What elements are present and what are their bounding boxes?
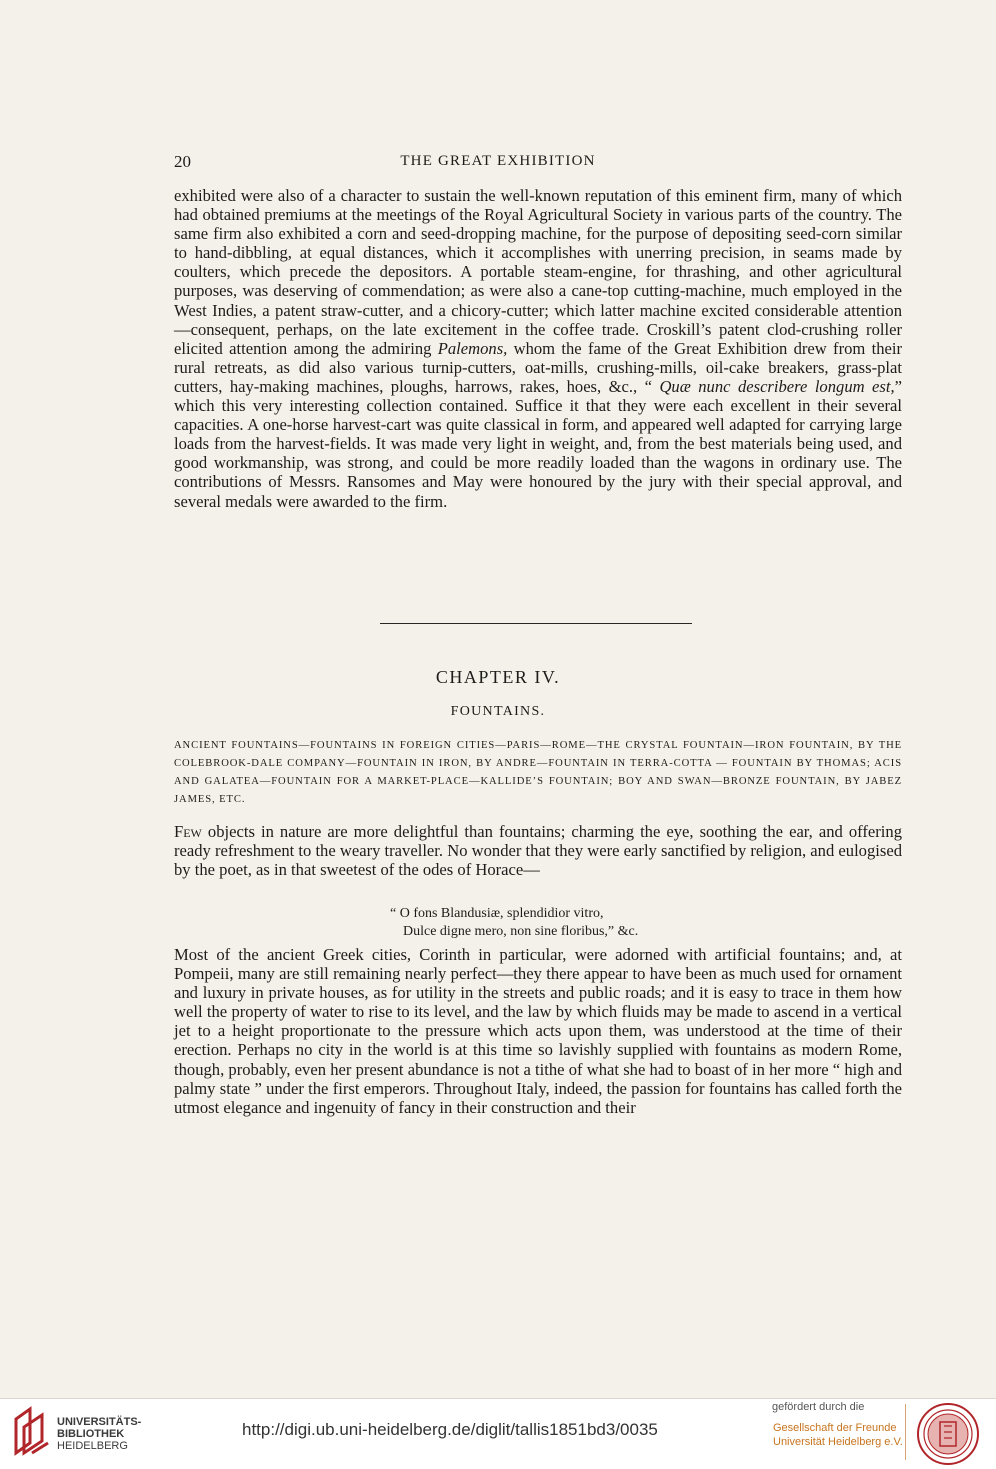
section-divider (380, 623, 692, 624)
university-seal-icon (916, 1402, 980, 1466)
society-name (773, 1421, 903, 1449)
library-name-line: BIBLIOTHEK (57, 1428, 125, 1440)
running-title: THE GREAT EXHIBITION (400, 153, 596, 169)
quote-line: Dulce digne mero, non sine floribus,” &c. (403, 924, 639, 939)
paragraph-agricultural-exhibits (174, 186, 902, 511)
library-name-line: HEIDELBERG (57, 1440, 128, 1452)
chapter-title: CHAPTER IV. (435, 667, 561, 687)
paragraph-fountains-intro (174, 822, 902, 879)
chapter-subtitle: FOUNTAINS. (450, 704, 546, 719)
italic-quote: Quæ nunc describere longum est, (659, 376, 895, 396)
page-number: 20 (174, 152, 191, 171)
footer-divider (905, 1404, 906, 1460)
university-library-logo-icon (12, 1405, 52, 1457)
horace-quotation (390, 905, 638, 941)
drop-word: Few (174, 822, 202, 841)
paragraph-text: objects in nature are more delightful than fountains; charming the eye, soothing the ear, and offering ready refreshment to the weary traveller. No wonder that they were early sanctified by religion, and eulogised by the poet, as in that sweetest of the odes of Horace— (174, 822, 903, 880)
quote-line: “ O fons Blandusiæ, splendidior vitro, (390, 906, 604, 921)
funded-by-text: gefördert durch die (772, 1401, 865, 1413)
permalink-url[interactable]: http://digi.ub.uni-heidelberg.de/diglit/tallis1851bd3/0035 (242, 1420, 658, 1439)
society-name-line: Gesellschaft der Freunde (773, 1422, 897, 1434)
chapter-synopsis: ANCIENT FOUNTAINS—FOUNTAINS IN FOREIGN CITIES—PARIS—ROME—THE CRYSTAL FOUNTAIN—IRON FOUNTAIN, BY THE COLEBROOK-DALE COMPANY—FOUNTAIN IN IRON, BY ANDRE—FOUNTAIN IN TERRA-COTTA — FOUNTAIN BY THOMAS; ACIS AND GALATEA—FOUNTAIN FOR A MARKET-PLACE—KALLIDE’S FOUNTAIN; BOY AND SWAN—BRONZE FOUNTAIN, BY JABEZ JAMES, ETC. (174, 740, 902, 805)
library-name (57, 1416, 141, 1452)
paragraph-text: whom the fame of the Great Exhibition drew from their rural retreats, as did also various turnip-cutters, oat-mills, crushing-mills, oil-cake breakers, grass-plat cutters, hay-making machines, ploughs, harrows, rakes, hoes, &c., “ (174, 338, 903, 396)
society-name-line: Universität Heidelberg e.V. (773, 1436, 903, 1448)
library-name-line: UNIVERSITÄTS- (57, 1416, 142, 1428)
paragraph-text: ” which this very interesting collection contained. Suffice it that they were each excellent in their several capacities. A one-horse harvest-cart was quite classical in form, and appeared well adapted for carrying large loads from the harvest-fields. It was made very light in weight, and, from the best materials being used, and good workmanship, was strong, and could be more readily loaded than the wagons in ordinary use. The contributions of Messrs. Ransomes and May were honoured by the jury with their special approval, and several medals were awarded to the firm. (174, 376, 903, 511)
paragraph-text: exhibited were also of a character to sustain the well-known reputation of this eminent firm, many of which had obtained premiums at the meetings of the Royal Agricultural Society in various parts of the country. The same firm also exhibited a corn and seed-dropping machine, for the purpose of depositing seed-corn similar to hand-dibbling, at equal distances, which it accomplishes with unerring precision, in seams made by coulters, which precede the depositors. A portable steam-engine, for thrashing, and other agricultural purposes, was deserving of commendation; as were also a cane-top cutting-machine, much employed in the West Indies, a patent straw-cutter, and a chicory-cutter; which latter machine excited considerable attention—consequent, perhaps, on the late excitement in the coffee trade. Croskill’s patent clod-crushing roller elicited attention among the admiring (174, 186, 902, 358)
italic-text: Palemons, (437, 338, 508, 358)
paragraph-ancient-fountains: Most of the ancient Greek cities, Corinth in particular, were adorned with artificial fountains; and, at Pompeii, many are still remaining nearly perfect—they there appear to have been as much used for ornament and luxury in private houses, as for utility in the streets and public roads; and it is easy to trace in them how well the property of water to rise to its level, and the law by which fluids may be made to ascend in a vertical jet to a height proportionate to the pressure which acts upon them, was understood at the time of their erection. Perhaps no city in the world is at this time so lavishly supplied with fountains as modern Rome, though, probably, even her present abundance is not a tithe of what she had to boast of in her more “ high and palmy state ” under the first emperors. Throughout Italy, indeed, the passion for fountains has called forth the utmost elegance and ingenuity of fancy in their construction and their (174, 945, 902, 1117)
